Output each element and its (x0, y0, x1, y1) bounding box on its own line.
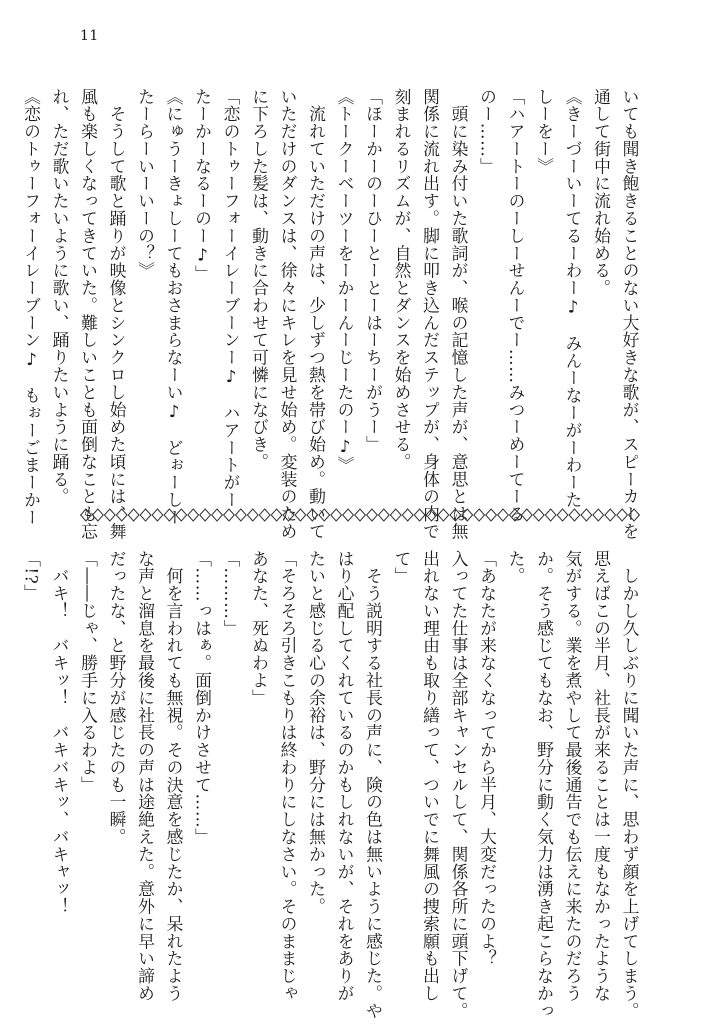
text-line: な声と溜息を最後に社長の声は途絶えた。意外に早い諦め (135, 550, 156, 1003)
text-line: いただけのダンスは、徐々にキレを見せ始め。変装のため (278, 88, 298, 541)
divider-diamond (581, 509, 592, 521)
text-line: いても聞き飽きることのない大好きな歌が、スピーカーを (620, 88, 640, 541)
divider-diamond (247, 509, 258, 521)
divider-diamond (533, 509, 544, 521)
text-line: 「!?」 (21, 550, 42, 602)
text-line: しかし久しぶりに聞いた声に、思わず顔を上げてしまう。 (620, 550, 640, 1020)
divider-diamond (355, 509, 366, 521)
text-line: たーらーいーいーの？》 (135, 88, 156, 280)
divider-diamond (81, 509, 92, 521)
text-line: のー……」 (477, 88, 498, 175)
divider-diamond (402, 509, 413, 521)
page-number: 11 (80, 28, 99, 44)
divider-diamond (450, 509, 461, 521)
divider-diamond (605, 509, 616, 521)
divider-diamond (438, 509, 449, 521)
text-line: 「そろそろ引きこもりは終わりにしなさい。そのままじゃ (278, 550, 298, 1003)
divider-diamond (545, 509, 556, 521)
divider-diamond (271, 509, 282, 521)
text-line: しーをー》 (534, 88, 555, 175)
text-line: 「……っはぁ。面倒かけさせて……」 (192, 550, 213, 846)
text-line: 頭に染み付いた歌詞が、喉の記憶した声が、意思とは無 (449, 88, 469, 541)
divider-diamond (486, 509, 497, 521)
text-line: 「………」 (221, 550, 241, 637)
text-line: 出れない理由も取り繕って、ついでに舞風の捜索願も出し (420, 550, 441, 1003)
divider-diamond (128, 509, 139, 521)
divider-diamond (235, 509, 246, 521)
text-line: そうして歌と踊りが映像とシンクロし始めた頃には、舞 (107, 88, 127, 541)
divider-diamond (259, 509, 270, 521)
divider-diamond (164, 509, 175, 521)
text-line: バキ！ バキッ！ バキバキッ、バキャッ！ (50, 550, 70, 916)
text-line: 何を言われても無視。その決意を感じたか、呆れたよう (164, 550, 184, 1003)
divider-diamond (224, 509, 235, 521)
divider-diamond (331, 509, 342, 521)
text-line: 刻まれるリズムが、自然とダンスを始めさせる。 (392, 88, 412, 471)
divider-diamond (557, 509, 568, 521)
divider-diamond (283, 509, 294, 521)
text-line: あなた、死ぬわよ」 (249, 550, 270, 707)
divider-diamond (569, 509, 580, 521)
text-line: 《きーづーいーてるーわー♪ みんーなーがーわーた (563, 88, 583, 509)
text-line: 《恋のトゥーフォーイレーブーン♪ もぉーごまーかー (21, 88, 42, 526)
divider-diamond (93, 509, 104, 521)
text-line: 入ってた仕事は全部キャンセルして、関係各所に頭下げて。 (449, 550, 469, 1020)
text-line: 気がする。業を煮やして最後通告でも伝えに来たのだろう (563, 550, 583, 1003)
text-line: た。 (506, 550, 526, 585)
divider-diamond (140, 509, 151, 521)
text-line: て」 (392, 550, 412, 585)
divider-diamond (498, 509, 509, 521)
divider-diamond (593, 509, 604, 521)
divider-diamond (188, 509, 199, 521)
divider-diamond (116, 509, 127, 521)
divider-diamond (212, 509, 223, 521)
text-line: 関係に流れ出す。脚に叩き込んだステップが、身体の内で (420, 88, 441, 541)
divider-diamond (343, 509, 354, 521)
divider-diamond (521, 509, 532, 521)
divider-diamond (510, 509, 521, 521)
divider-diamond (378, 509, 389, 521)
divider-diamond (367, 509, 378, 521)
text-line: 「あなたが来なくなってから半月、大変だったのよ？ (477, 550, 498, 968)
text-line: 「ハアートーのーしーせんーでー……みつーめーてーる (506, 88, 526, 523)
text-line: 通して街中に流れ始める。 (591, 88, 612, 297)
divider-diamond (462, 509, 473, 521)
text-line: 「ほーかーのーひーとーとーはーちーがうー」 (363, 88, 384, 454)
text-line: 思えばこの半月、社長が来ることは一度もなかったような (591, 550, 612, 1003)
divider-diamond (152, 509, 163, 521)
divider-diamond (629, 509, 640, 521)
text-line: そう説明する社長の声に、険の色は無いように感じた。や (363, 550, 384, 1020)
text-line: 風も楽しくなってきていた。難しいことも面倒なことも忘 (78, 88, 99, 541)
text-line: 《にゅうーきょしーてもおさまらなーい♪ どぉーしー (164, 88, 184, 526)
text-line: に下ろした髪は、動きに合わせて可憐になびき。 (249, 88, 270, 471)
text-line: 《トークーベーツーをーかーんーじーたのー♪》 (335, 88, 355, 474)
divider-diamond (319, 509, 330, 521)
divider-diamond (390, 509, 401, 521)
divider-diamond (307, 509, 318, 521)
divider-diamond (474, 509, 485, 521)
text-line: だったな、と野分が感じたのも一瞬。 (107, 550, 127, 846)
text-line: たーかーなるーのー♪」 (192, 88, 213, 283)
divider-diamond (200, 509, 211, 521)
divider-diamond (104, 509, 115, 521)
text-line: れ、ただ歌いたいように歌い、踊りたいように踊る。 (50, 88, 70, 506)
divider-diamond (295, 509, 306, 521)
bottom-text-section (17, 550, 644, 1020)
divider-diamond (176, 509, 187, 521)
text-line: たいと感じる心の余裕は、野分には無かった。 (306, 550, 327, 916)
text-line: はり心配してくれているのかもしれないが、それをありが (335, 550, 355, 1003)
text-line: か。そう感じてもなお、野分に動く気力は湧き起こらなかっ (534, 550, 555, 1020)
text-line: 流れていただけの声は、少しずつ熱を帯び始め。動いて (306, 88, 327, 541)
text-line: 「――じゃ、勝手に入るわよ」 (78, 550, 99, 794)
section-divider (80, 508, 640, 522)
text-line: 「恋のトゥーフォーイレーブーンー♪ ハアートがー (221, 88, 241, 509)
divider-diamond (414, 509, 425, 521)
divider-diamond (426, 509, 437, 521)
top-text-section (17, 88, 644, 541)
divider-diamond (617, 509, 628, 521)
